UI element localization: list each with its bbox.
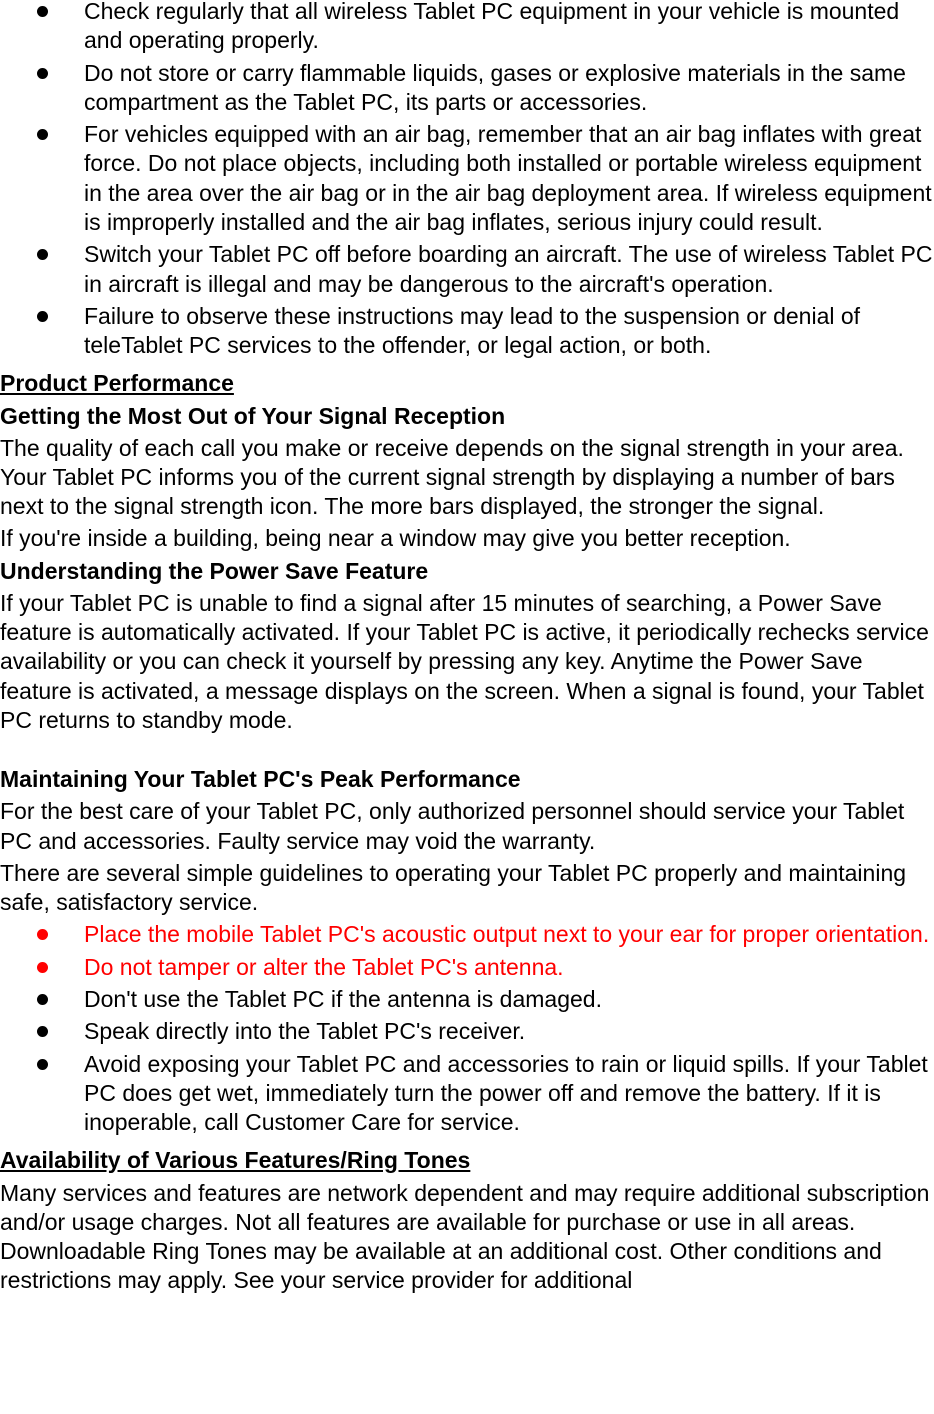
list-item [0,920,934,949]
paragraph-signal-quality: The quality of each call you make or receive depends on the signal strength in your area. Your Tablet PC informs you of the current signal strength by displaying a number of bars next to the signal strength icon. The more bars displayed, the stronger the signal. [0,434,904,520]
safety-bullet-list [0,0,934,361]
list-item [0,1050,934,1138]
paragraph-guidelines-intro: There are several simple guidelines to operating your Tablet PC properly and maintaining safe, satisfactory service. [0,859,907,916]
bullet-icon [37,929,48,940]
paragraph-authorized-service: For the best care of your Tablet PC, only authorized personnel should service your Tablet PC and accessories. Faulty service may void the warranty. [0,798,905,854]
paragraph-power-save: If your Tablet PC is unable to find a signal after 15 minutes of searching, a Power Save feature is automatically activated. If your Tablet PC is active, it periodically rechecks service availability or you can check it yourself by pressing any key. Anytime the Power Save feature is activated, a message displays on the screen. When a signal is found, your Tablet PC returns to standby mode. [0,589,929,733]
care-bullet-list [0,920,934,1137]
list-item-text: Don't use the Tablet PC if the antenna is damaged. [84,986,602,1013]
section-heading-availability: Availability of Various Features/Ring Tones [0,1146,471,1173]
list-item-text: Check regularly that all wireless Tablet PC equipment in your vehicle is mounted and operating properly. [84,0,900,54]
list-item [0,1017,934,1046]
paragraph-building-reception: If you're inside a building, being near a window may give you better reception. [0,525,791,552]
subheading-signal-reception: Getting the Most Out of Your Signal Reception [0,402,506,429]
bullet-icon [37,249,48,260]
bullet-icon [37,6,48,17]
bullet-icon [37,129,48,140]
list-item-text: Speak directly into the Tablet PC's receiver. [84,1018,526,1045]
list-item [0,302,934,361]
list-item [0,953,934,982]
bullet-icon [37,1059,48,1070]
list-item [0,120,934,237]
subheading-power-save: Understanding the Power Save Feature [0,557,429,584]
paragraph-availability: Many services and features are network dependent and may require additional subscription and/or usage charges. Not all features are available for purchase or use in all areas. Downloadable Ring Tones may be available at an additional cost. Other conditions and restrictions may apply. See your service provider for additional [0,1179,930,1294]
list-item [0,985,934,1014]
bullet-icon [37,962,48,973]
list-item-text: Do not store or carry flammable liquids, gases or explosive materials in the same compartment as the Tablet PC, its parts or accessories. [84,59,906,115]
bullet-icon [37,311,48,322]
list-item-text: Switch your Tablet PC off before boarding an aircraft. The use of wireless Tablet PC in aircraft is illegal and may be dangerous to the aircraft's operation. [84,241,933,297]
bullet-icon [37,1026,48,1037]
bullet-icon [37,68,48,79]
section-heading-product-performance: Product Performance [0,369,234,396]
bullet-icon [37,994,48,1005]
list-item-text: Place the mobile Tablet PC's acoustic output next to your ear for proper orientation. [84,921,930,948]
list-item-text: Failure to observe these instructions may lead to the suspension or denial of teleTablet PC services to the offender, or legal action, or both. [84,302,861,359]
list-item-text: Do not tamper or alter the Tablet PC's antenna. [84,953,564,980]
list-item-text: Avoid exposing your Tablet PC and accessories to rain or liquid spills. If your Tablet PC does get wet, immediately turn the power off and remove the battery. If it is inoperable, call Customer Care for service. [84,1050,928,1136]
list-item [0,0,934,56]
subheading-peak-performance: Maintaining Your Tablet PC's Peak Performance [0,766,521,793]
list-item [0,240,934,299]
list-item-text: For vehicles equipped with an air bag, remember that an air bag inflates with great force. Do not place objects, including both installed or portable wireless equipment in the area over the air bag or in the air bag deployment area. If wireless equipment is improperly installed and the air bag inflates, serious injury could result. [84,121,932,236]
list-item [0,59,934,118]
